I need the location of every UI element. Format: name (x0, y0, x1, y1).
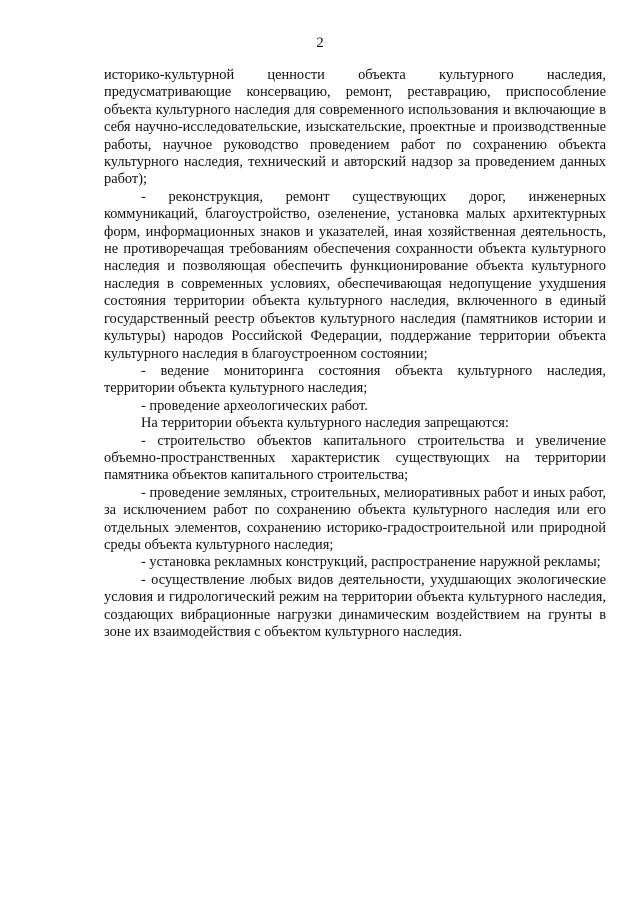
list-item: - ведение мониторинга состояния объекта культурного наследия, территории объекта культурного наследия; (104, 362, 606, 397)
list-item: - проведение археологических работ. (141, 397, 368, 414)
list-item: - реконструкция, ремонт существующих дорог, инженерных коммуникаций, благоустройство, озеленение, установка малых архитектурных форм, информационных знаков и указателей, иная хозяйственная деятельность, не противоречащая требованиям обеспечения сохранности объекта культурного наследия и позволяющая обеспечить функционирование объекта культурного наследия в современных условиях, обеспечивающая недопущение ухудшения состояния территории объекта культурного наследия, включенного в единый государственный реестр объектов культурного наследия (памятников истории и культуры) народов Российской Федерации, поддержание территории объекта культурного наследия в благоустроенном состоянии; (104, 188, 606, 362)
document-body (104, 67, 606, 641)
list-item: - установка рекламных конструкций, распространение наружной рекламы; (141, 554, 601, 571)
section-heading-paragraph: На территории объекта культурного наследия запрещаются: (141, 415, 509, 432)
paragraph: историко-культурной ценности объекта культурного наследия, предусматривающие консервацию, ремонт, реставрацию, приспособление объекта культурного наследия для современного использования и включающие в себя научно-исследовательские, изыскательские, проектные и производственные работы, научное руководство проведением работ по сохранению объекта культурного наследия, технический и авторский надзор за проведением данных работ); (104, 67, 606, 188)
list-item: - строительство объектов капитального строительства и увеличение объемно-пространственных характеристик существующих на территории памятника объектов капитального строительства; (104, 432, 606, 484)
list-item: - проведение земляных, строительных, мелиоративных работ и иных работ, за исключением работ по сохранению объекта культурного наследия или его отдельных элементов, сохранению историко-градостроительной или природной среды объекта культурного наследия; (104, 484, 606, 553)
page-number: 2 (316, 35, 324, 51)
list-item: - осуществление любых видов деятельности, ухудшающих экологические условия и гидрологический режим на территории объекта культурного наследия, создающих вибрационные нагрузки динамическим воздействием на грунты в зоне их взаимодействия с объектом культурного наследия. (104, 571, 606, 640)
